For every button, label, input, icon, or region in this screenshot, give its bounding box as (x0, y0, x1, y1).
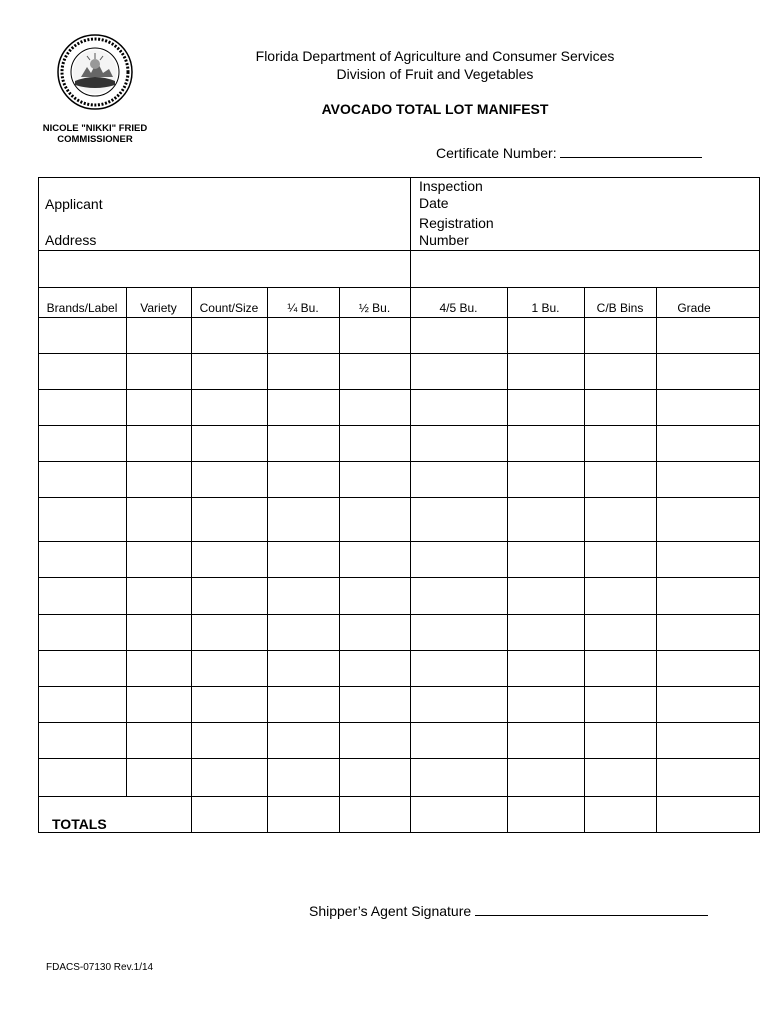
registration-number-label-line1: Registration (419, 215, 494, 231)
column-header-four-fifths-bushel: 4/5 Bu. (439, 301, 478, 315)
column-header-half-bushel: ½ Bu. (358, 301, 391, 315)
form-number: FDACS-07130 Rev.1/14 (46, 962, 154, 973)
signature-line[interactable] (475, 901, 708, 916)
commissioner-title: COMMISSIONER (57, 134, 133, 145)
florida-agriculture-seal-icon (57, 33, 133, 111)
column-header-count-size: Count/Size (199, 301, 259, 315)
column-header-quarter-bushel: ¼ Bu. (287, 301, 319, 315)
certificate-number-label: Certificate Number: (436, 145, 557, 161)
shipper-agent-signature-label: Shipper’s Agent Signature (309, 903, 472, 919)
column-header-cb-bins: C/B Bins (596, 301, 644, 315)
applicant-label: Applicant (45, 196, 103, 212)
division-name: Division of Fruit and Vegetables (336, 66, 534, 82)
column-header-one-bushel: 1 Bu. (531, 301, 560, 315)
commissioner-name: NICOLE "NIKKI" FRIED (42, 123, 148, 134)
inspection-date-label-line1: Inspection (419, 178, 483, 194)
totals-label: TOTALS (52, 816, 107, 832)
inspection-date-label-line2: Date (419, 195, 449, 211)
shipper-agent-signature-field[interactable] (309, 901, 708, 919)
department-name: Florida Department of Agriculture and Consumer Services (255, 48, 615, 64)
address-label: Address (45, 232, 97, 248)
column-header-grade: Grade (677, 301, 711, 315)
form-title: AVOCADO TOTAL LOT MANIFEST (321, 101, 549, 117)
certificate-number-line[interactable] (560, 143, 702, 158)
registration-number-label-line2: Number (419, 232, 469, 248)
column-header-brands-label: Brands/Label (46, 301, 118, 315)
certificate-number-field[interactable] (436, 143, 702, 161)
column-header-variety: Variety (140, 301, 177, 315)
